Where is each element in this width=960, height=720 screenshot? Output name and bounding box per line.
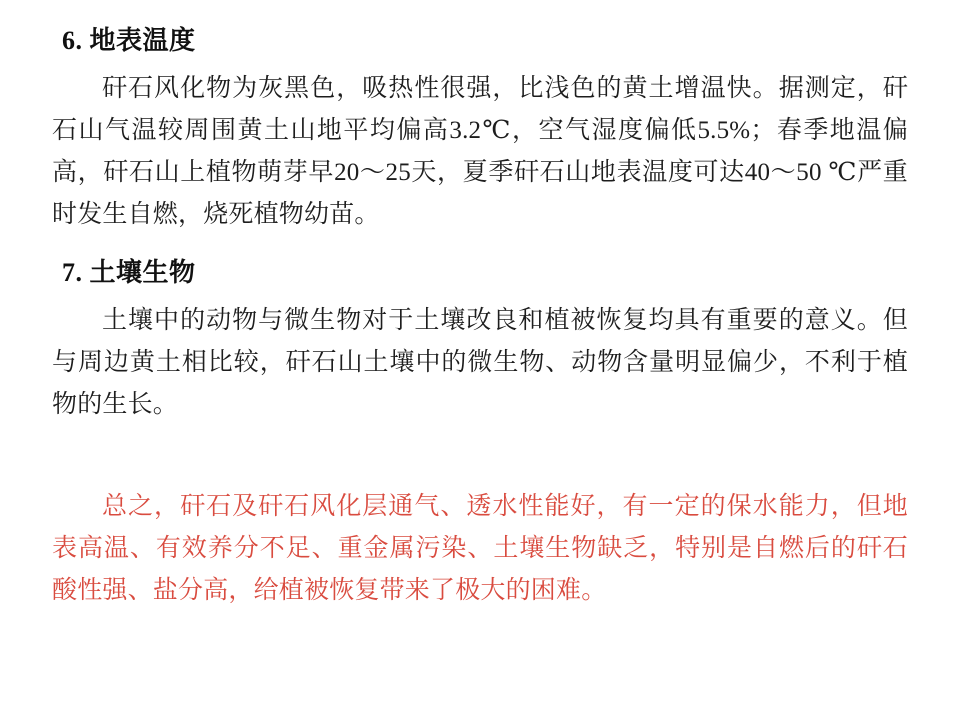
document-section-6	[52, 24, 908, 236]
section-heading-7: 7. 土壤生物	[62, 257, 196, 287]
document-section-7	[52, 256, 908, 612]
section-spacer-2	[52, 440, 908, 486]
section-6-paragraph-1: 矸石风化物为灰黑色，吸热性很强，比浅色的黄土增温快。据测定，矸石山气温较周围黄土山地平均偏高3.2℃，空气湿度偏低5.5%；春季地温偏高，矸石山上植物萌芽早20～25天，夏季矸石山地表温度可达40～50 ℃严重时发生自燃，烧死植物幼苗。	[52, 74, 908, 228]
section-7-paragraph-1: 土壤中的动物与微生物对于土壤改良和植被恢复均具有重要的意义。但与周边黄土相比较，矸石山土壤中的微生物、动物含量明显偏少，不利于植物的生长。	[52, 306, 908, 418]
section-7-summary-paragraph: 总之，矸石及矸石风化层通气、透水性能好，有一定的保水能力，但地表高温、有效养分不足、重金属污染、土壤生物缺乏，特别是自燃后的矸石酸性强、盐分高，给植被恢复带来了极大的困难。	[52, 492, 908, 604]
section-heading-6: 6. 地表温度	[62, 26, 196, 55]
